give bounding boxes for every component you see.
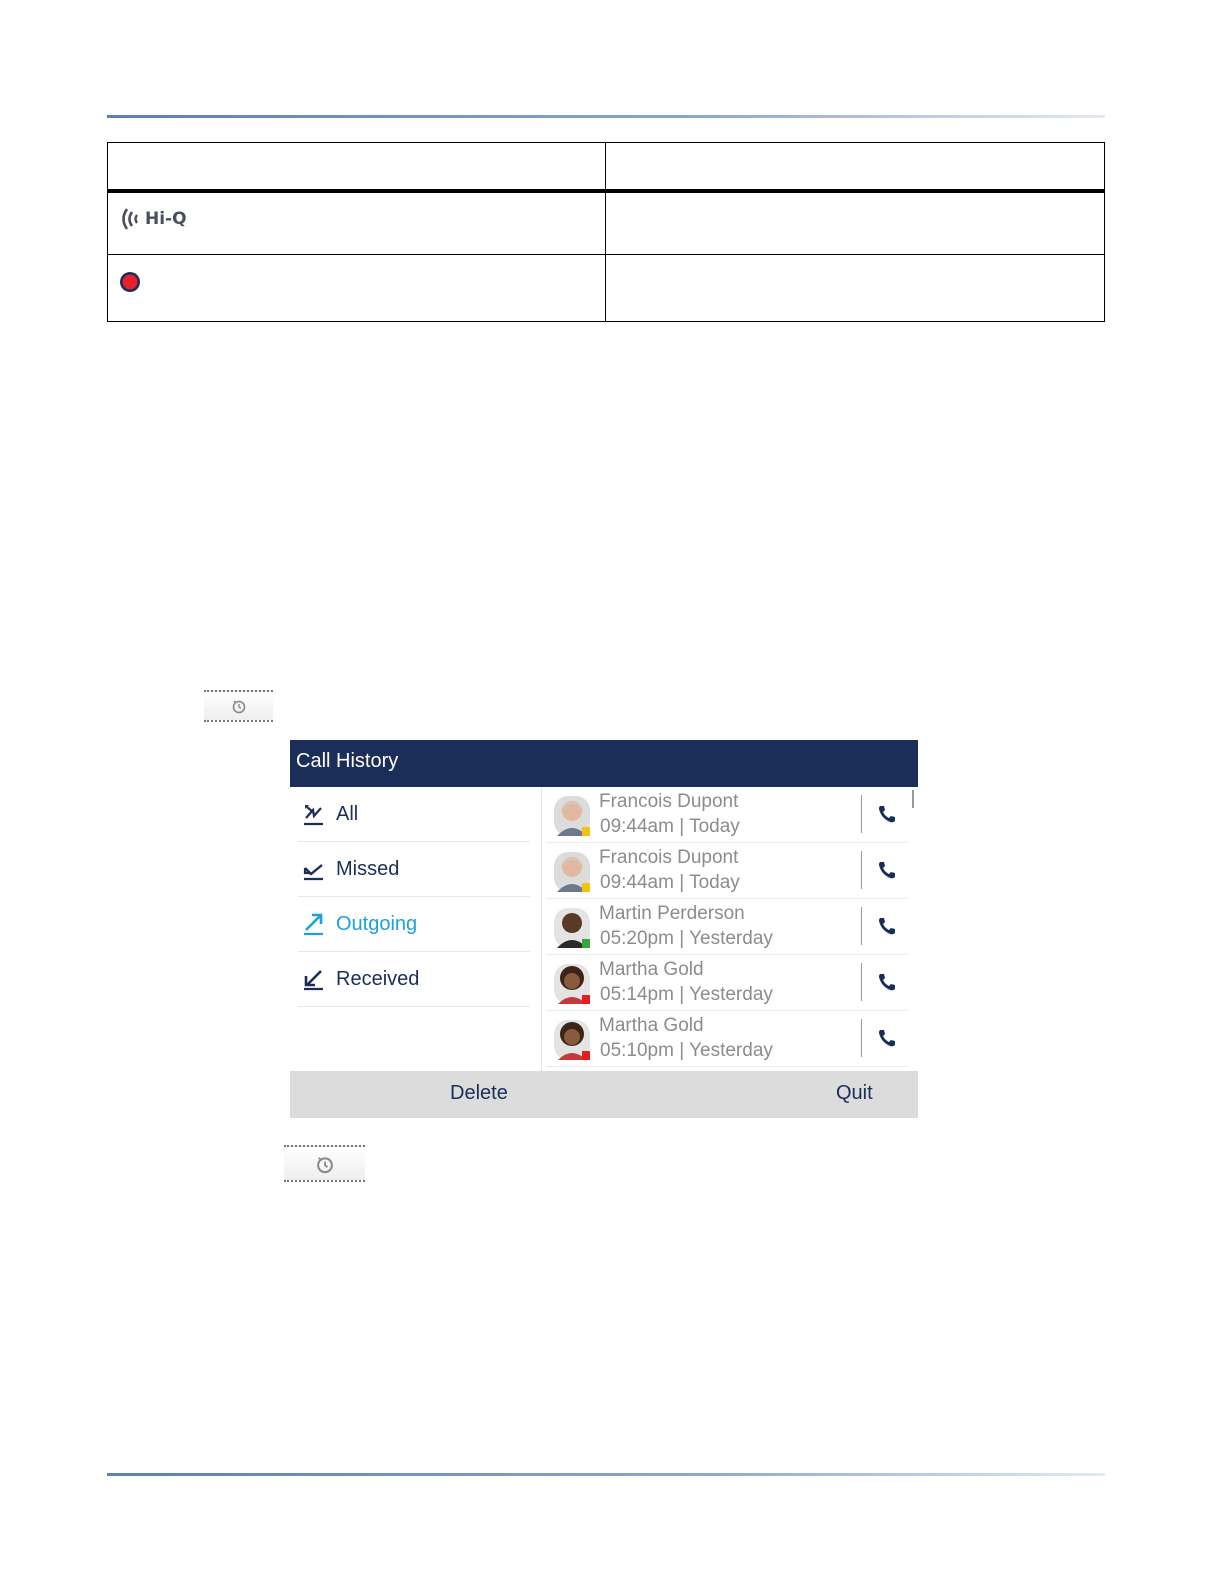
delete-softkey[interactable]: Delete: [450, 1082, 508, 1104]
hiq-label: Hi-Q: [145, 209, 187, 229]
phone-icon[interactable]: [876, 1027, 898, 1049]
menu-item-received[interactable]: [298, 952, 530, 1007]
avatar: [554, 796, 590, 836]
phone-icon[interactable]: [876, 971, 898, 993]
table-border: [107, 142, 1105, 322]
menu-item-missed[interactable]: [298, 842, 530, 897]
call-time: 05:14pm | Yesterday: [600, 984, 773, 1005]
table-header-divider: [107, 189, 1105, 193]
menu-label-missed: Missed: [336, 857, 400, 880]
call-time: 05:20pm | Yesterday: [600, 928, 773, 949]
caller-name: Francois Dupont: [599, 847, 739, 868]
table-column-divider: [605, 142, 606, 322]
icon-table: [107, 142, 1105, 322]
history-icon: [315, 1154, 335, 1174]
phone-icon[interactable]: [876, 803, 898, 825]
history-icon: [231, 698, 247, 714]
call-row[interactable]: [546, 843, 908, 899]
screen-title: Call History: [296, 750, 399, 772]
outgoing-call-icon: [301, 911, 327, 937]
call-history-softkey-large[interactable]: [284, 1145, 365, 1182]
menu-label-outgoing: Outgoing: [336, 912, 418, 935]
record-icon: [119, 271, 141, 293]
caller-name: Francois Dupont: [599, 791, 739, 812]
row-separator: [861, 963, 862, 1001]
caller-name: Martha Gold: [599, 959, 704, 980]
row-separator: [861, 795, 862, 833]
phone-icon[interactable]: [876, 859, 898, 881]
menu-item-outgoing[interactable]: [298, 897, 530, 952]
sound-waves-icon: [119, 206, 141, 232]
panel-divider: [541, 787, 542, 1071]
presence-indicator: [582, 939, 590, 948]
missed-call-icon: [301, 856, 327, 882]
call-time: 09:44am | Today: [600, 872, 740, 893]
call-filter-menu: [290, 787, 540, 1071]
presence-indicator: [582, 827, 590, 836]
screen-header: [290, 740, 918, 787]
footer-rule: [107, 1473, 1105, 1476]
received-call-icon: [301, 966, 327, 992]
hiq-audio-icon: [119, 206, 187, 232]
call-row[interactable]: [546, 955, 908, 1011]
all-calls-icon: [301, 801, 327, 827]
table-row-divider: [107, 254, 1105, 255]
avatar: [554, 964, 590, 1004]
presence-indicator: [582, 995, 590, 1004]
caller-name: Martha Gold: [599, 1015, 704, 1036]
avatar: [554, 852, 590, 892]
call-row[interactable]: [546, 787, 908, 843]
caller-name: Martin Perderson: [599, 903, 745, 924]
call-row[interactable]: [546, 899, 908, 955]
row-separator: [861, 851, 862, 889]
avatar: [554, 908, 590, 948]
presence-indicator: [582, 883, 590, 892]
call-time: 09:44am | Today: [600, 816, 740, 837]
menu-label-all: All: [336, 802, 359, 825]
call-history-softkey[interactable]: [204, 690, 273, 722]
menu-item-all[interactable]: [298, 787, 530, 842]
call-history-screen: [290, 740, 918, 1118]
softkey-bar: [290, 1071, 918, 1118]
header-rule: [107, 115, 1105, 118]
call-row[interactable]: [546, 1011, 908, 1067]
menu-label-received: Received: [336, 967, 420, 990]
call-time: 05:10pm | Yesterday: [600, 1040, 773, 1061]
avatar: [554, 1020, 590, 1060]
row-separator: [861, 907, 862, 945]
row-separator: [861, 1019, 862, 1057]
quit-softkey[interactable]: Quit: [836, 1082, 873, 1104]
call-list: [546, 787, 916, 1071]
phone-icon[interactable]: [876, 915, 898, 937]
presence-indicator: [582, 1051, 590, 1060]
